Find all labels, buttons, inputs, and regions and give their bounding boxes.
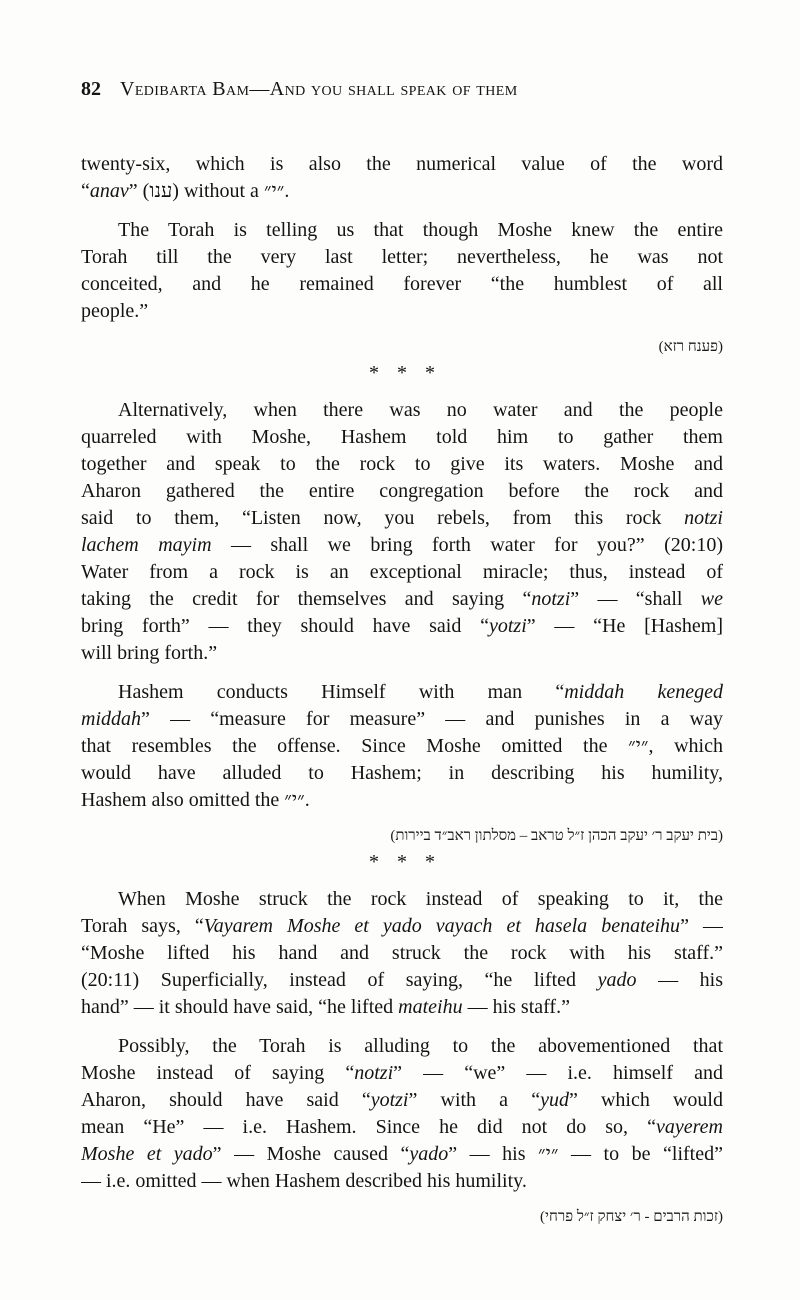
text-line: taking the credit for themselves and saying “notzi” — “shall we [81,588,723,610]
text-line: mean “He” — i.e. Hashem. Since he did not do so, “vayerem [81,1116,723,1138]
text-line: Hashem conducts Himself with man “middah keneged [118,681,723,703]
page-number: 82 [81,78,101,100]
section-separator: * * * [369,362,435,384]
text-line: Moshe et yado” — Moshe caused “yado” — his ״י״ — to be “lifted” [81,1143,723,1165]
text-line: will bring forth.” [81,642,218,664]
text-line: together and speak to the rock to give its waters. Moshe and [81,453,723,475]
text-line: Aharon, should have said “yotzi” with a “yud” which would [81,1089,723,1111]
text-line: Possibly, the Torah is alluding to the abovementioned that [118,1035,723,1057]
text-line: Water from a rock is an exceptional miracle; thus, instead of [81,561,723,583]
page-header [81,78,723,101]
text-line: quarreled with Moshe, Hashem told him to gather them [81,426,723,448]
body-paragraph [81,886,723,1021]
text-line: Torah says, “Vayarem Moshe et yado vayach et hasela benateihu” — [81,915,723,937]
text-line: (20:11) Superficially, instead of saying, “he lifted yado — his [81,969,723,991]
text-line: hand” — it should have said, “he lifted mateihu — his staff.” [81,996,570,1018]
text-line: bring forth” — they should have said “yotzi” — “He [Hashem] [81,615,723,637]
text-line: Hashem also omitted the ״י״. [81,789,310,811]
text-line: Alternatively, when there was no water and the people [118,399,723,421]
text-line: people.” [81,300,149,322]
body-paragraph [81,1033,723,1195]
text-line: middah” — “measure for measure” — and punishes in a way [81,708,723,730]
text-line: When Moshe struck the rock instead of speaking to it, the [118,888,723,910]
text-line: Moshe instead of saying “notzi” — “we” — i.e. himself and [81,1062,723,1084]
source-citation: (בית יעקב ר׳ יעקב הכהן ז״ל טראב – מסלתון ראב״ד ביירות) [390,828,723,844]
body-paragraph [81,679,723,814]
text-line: lachem mayim — shall we bring forth water for you?” (20:10) [81,534,723,556]
text-line: would have alluded to Hashem; in describing his humility, [81,762,723,784]
text-line: twenty-six, which is also the numerical value of the word [81,153,723,175]
body-paragraph [81,151,723,205]
text-line: Aharon gathered the entire congregation before the rock and [81,480,723,502]
text-line: Torah till the very last letter; nevertheless, he was not [81,246,723,268]
text-line: “Moshe lifted his hand and struck the rock with his staff.” [81,942,723,964]
text-line: — i.e. omitted — when Hashem described his humility. [81,1170,527,1192]
text-line: said to them, “Listen now, you rebels, from this rock notzi [81,507,723,529]
text-line: conceited, and he remained forever “the humblest of all [81,273,723,295]
source-citation: (פענח רזא) [658,339,723,355]
text-line: “anav” (ענו) without a ״י״. [81,180,290,202]
text-line: The Torah is telling us that though Moshe knew the entire [118,219,723,241]
running-title: Vedibarta Bam—And you shall speak of them [120,78,518,100]
page-content [81,151,723,1227]
section-separator: * * * [369,851,435,873]
body-paragraph [81,217,723,325]
source-citation: (זכות הרבים - ר׳ יצחק ז״ל פרחי) [540,1209,723,1225]
text-line: that resembles the offense. Since Moshe omitted the ״י״, which [81,735,723,757]
body-paragraph [81,397,723,667]
